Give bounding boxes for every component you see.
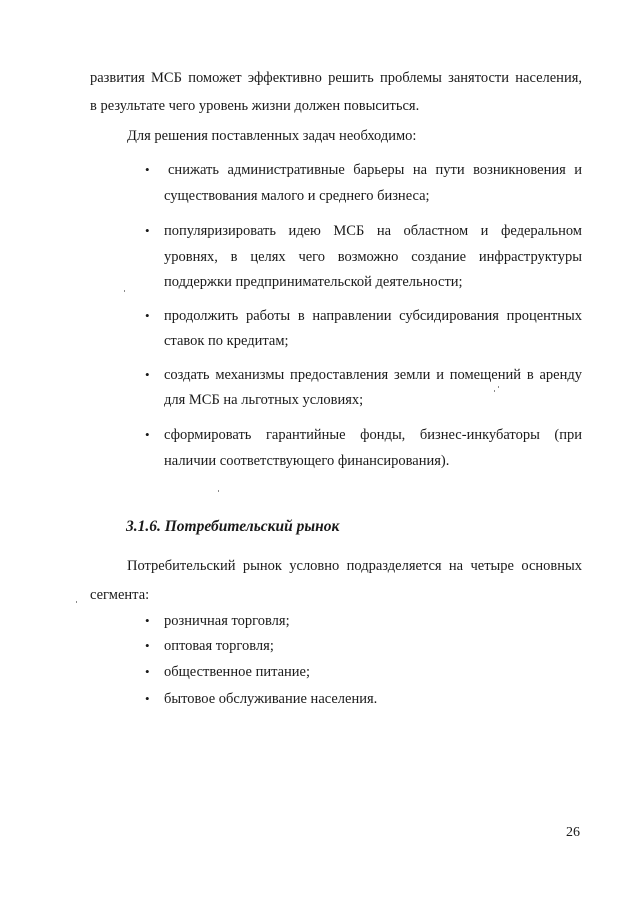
segments-lead-line-2: сегмента: [90, 587, 150, 603]
bullet-icon: • [145, 223, 150, 238]
task-4-line-1: создать механизмы предоставления земли и помещений в аренду [164, 367, 582, 383]
segments-lead-line-1: Потребительский рынок условно подразделяется на четыре основных [127, 558, 582, 574]
intro-line-2: в результате чего уровень жизни должен повыситься. [90, 98, 420, 114]
task-2-line-2: уровнях, в целях чего возможно создание инфраструктуры [164, 249, 582, 265]
bullet-icon: • [145, 664, 150, 679]
task-5-line-2: наличии соответствующего финансирования). [164, 453, 450, 469]
task-5-line-1: сформировать гарантийные фонды, бизнес-инкубаторы (при [164, 427, 582, 443]
segment-item-1: розничная торговля; [164, 613, 290, 629]
task-3-line-1: продолжить работы в направлении субсидирования процентных [164, 308, 582, 324]
bullet-icon: • [145, 162, 150, 177]
scan-speck [498, 386, 499, 388]
bullet-icon: • [145, 613, 150, 628]
task-1-line-2: существования малого и среднего бизнеса; [164, 188, 430, 204]
bullet-icon: • [145, 691, 150, 706]
segment-item-4: бытовое обслуживание населения. [164, 691, 378, 707]
page-number: 26 [566, 825, 580, 840]
scan-speck [76, 601, 77, 603]
bullet-icon: • [145, 638, 150, 653]
task-4-line-2: для МСБ на льготных условиях; [164, 392, 364, 408]
scan-speck [494, 390, 495, 392]
task-2-line-1: популяризировать идею МСБ на областном и федеральном [164, 223, 582, 239]
task-2-line-3: поддержки предпринимательской деятельности; [164, 274, 463, 290]
scan-speck [218, 490, 219, 492]
section-heading: 3.1.6. Потребительский рынок [126, 518, 340, 535]
scan-speck [124, 290, 125, 292]
bullet-icon: • [145, 367, 150, 382]
intro-line-1: развития МСБ поможет эффективно решить проблемы занятости населения, [90, 70, 582, 86]
segment-item-2: оптовая торговля; [164, 638, 274, 654]
bullet-icon: • [145, 308, 150, 323]
tasks-lead: Для решения поставленных задач необходимо: [127, 128, 417, 144]
task-3-line-2: ставок по кредитам; [164, 333, 289, 349]
segment-item-3: общественное питание; [164, 664, 311, 680]
task-1-line-1: снижать административные барьеры на пути возникновения и [168, 162, 582, 178]
bullet-icon: • [145, 427, 150, 442]
